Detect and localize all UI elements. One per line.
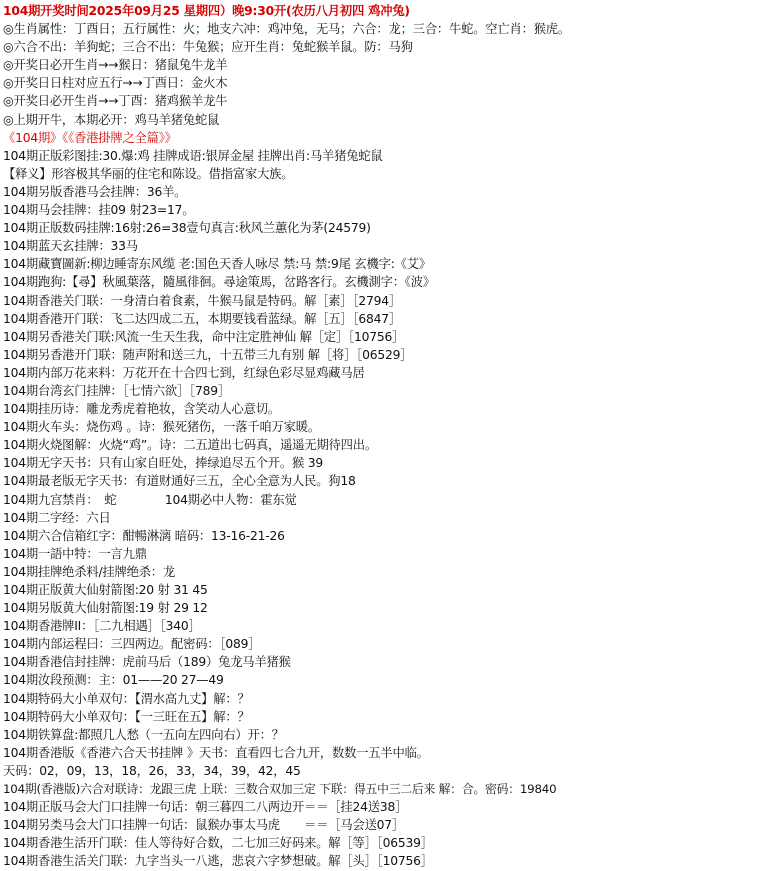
text-line: 104期香港关门联：一身清白着食素，牛猴马鼠是特码。解［素］［2794］: [3, 293, 402, 308]
text-line: 104期铁算盘:都照几人愁（一五向左四向右）开：？: [3, 727, 284, 742]
text-line: 104期台湾玄门挂牌：［七情六欲］［789］: [3, 383, 230, 398]
text-line: 天码：02，09，13，18，26，33，34，39，42，45: [3, 763, 301, 778]
text-line: 104期挂牌绝杀料/挂牌绝杀：龙: [3, 564, 175, 579]
text-line: 104期另香港开门联：随声附和送三九，十五带三九有别 解［将］［06529］: [3, 347, 413, 362]
content-lines: [3, 20, 761, 870]
text-line: 104期另版黄大仙射箭图:19 射 29 12: [3, 601, 208, 616]
text-line: 104期一語中特：一言九鼎: [3, 546, 147, 561]
text-line: 【释义】形容极其华丽的住宅和陈设。借指富家大族。: [3, 166, 294, 181]
text-line: 104期(香港版)六合对联诗：龙跟三虎 上联：三数合双加三定 下联：得五中三二后来 解：合。密码：19840: [3, 782, 557, 797]
text-line: 104期香港版《香港六合天书挂牌 》天书：直看四七合九开，数数一五半中临。: [3, 745, 429, 760]
text-line: 104期正版数码挂牌:16射:26=38壹句真言:秋风兰蕙化为茅(24579): [3, 221, 371, 236]
text-line: 104期香港开门联：飞二达四成二五，本期要钱看蓝绿。解［五］［6847］: [3, 311, 402, 326]
text-line: 104期特码大小单双句：【一三旺在五】解：？: [3, 709, 250, 724]
text-line: 104期蓝天玄挂牌：33马: [3, 239, 138, 254]
text-line: 104期马会挂牌：挂09 射23=17。: [3, 203, 195, 218]
text-line: 104期九宫禁肖： 蛇 104期必中人物：霍东觉: [3, 492, 297, 507]
text-line: ◎六合不出：羊狗蛇；三合不出：牛兔猴；应开生肖：兔蛇猴羊鼠。防：马狗: [3, 40, 413, 55]
text-line: 104期另版香港马会挂牌：36羊。: [3, 184, 187, 199]
text-line: 104期最老版无字天书：有道财通好三五，全心全意为人民。狗18: [3, 474, 356, 489]
text-line: 104期藏寶圖新:柳边睡寄东风缆 老:国色天香人咏尽 禁:马 禁:9尾 玄機字:《艾》: [3, 257, 431, 272]
draw-time-header: 104期开奖时间2025年09月25 星期四）晚9:30开(农历八月初四 鸡冲兔): [3, 4, 410, 18]
section-title: 《104期》《《香港掛牌之全篇》》: [3, 130, 177, 145]
text-line: 104期香港牌II：［二九相遇］［340］: [3, 619, 201, 634]
text-line: 104期火烧图解：火烧“鸡”。诗：二五道出七码真，遥遥无期待四出。: [3, 438, 377, 453]
text-line: ◎上期开牛，本期必开：鸡马羊猪兔蛇鼠: [3, 112, 220, 127]
text-line: 104期另类马会大门口挂牌一句话：鼠猴办事太马虎 ＝＝［马会送07］: [3, 818, 405, 833]
text-line: 104期汝段预测：主：01——20 27—49: [3, 673, 224, 688]
text-line: 104期特码大小单双句：【渭水高九丈】解：？: [3, 691, 250, 706]
text-line: ◎开奖日必开生肖→→丁酉：猪鸡猴羊龙牛: [3, 94, 228, 109]
text-line: ◎开奖日必开生肖→→猴日：猪鼠兔牛龙羊: [3, 58, 228, 73]
text-line: 104期正版黄大仙射箭图:20 射 31 45: [3, 583, 208, 597]
text-line: 104期无字天书：只有山家自旺处，捧绿追尽五个开。猴 39: [3, 456, 324, 471]
text-line: 104期跑狗:【尋】秋風葉落，隨風徘徊。尋途策馬，岔路客行。玄機測字：《波》: [3, 275, 435, 290]
text-line: 104期香港生活开门联：佳人等待好合数，二七加三好码来。解［等］［06539］: [3, 836, 433, 851]
text-line: ◎生肖属性：丁酉日；五行属性：火；地支六冲：鸡冲兔，无马；六合：龙；三合：牛蛇。空亡肖：猴虎。: [3, 22, 570, 37]
text-line: 104期二字经：六日: [3, 510, 111, 525]
text-line: 104期内部运程曰：三四两边。配密码：［089］: [3, 637, 261, 652]
text-line: 104期火车头：烧伤鸡 。诗：猴死猪伤，一落千咱万家暖。: [3, 420, 320, 435]
text-line: 104期正版马会大门口挂牌一句话：朝三暮四二八两边开＝＝［挂24送38］: [3, 800, 408, 815]
text-line: 104期香港生活关门联：九字当头一八逃，悲哀六字梦想破。解［头］［10756］: [3, 854, 433, 869]
text-line: ◎开奖日日柱对应五行→→丁酉日：金火木: [3, 76, 228, 91]
text-line: 104期正版彩图挂:30.爆:鸡 挂牌成语:银屏金屋 挂牌出肖:马羊猪兔蛇鼠: [3, 148, 383, 163]
text-line: 104期内部万花来料：万花开在十合四七到，红绿色彩尽显鸡藏马居: [3, 365, 365, 380]
text-line: 104期另香港关门联:风流一生天生我，命中注定胜神仙 解［定］［10756］: [3, 329, 405, 344]
text-line: 104期六合信箱红字：酣暢淋漓 暗码：13-16-21-26: [3, 528, 285, 543]
text-line: 104期香港信封挂牌：虎前马后（189）兔龙马羊猪猴: [3, 655, 291, 670]
text-line: 104期挂历诗：雕龙秀虎着艳妆，含笑动人心意切。: [3, 402, 280, 417]
